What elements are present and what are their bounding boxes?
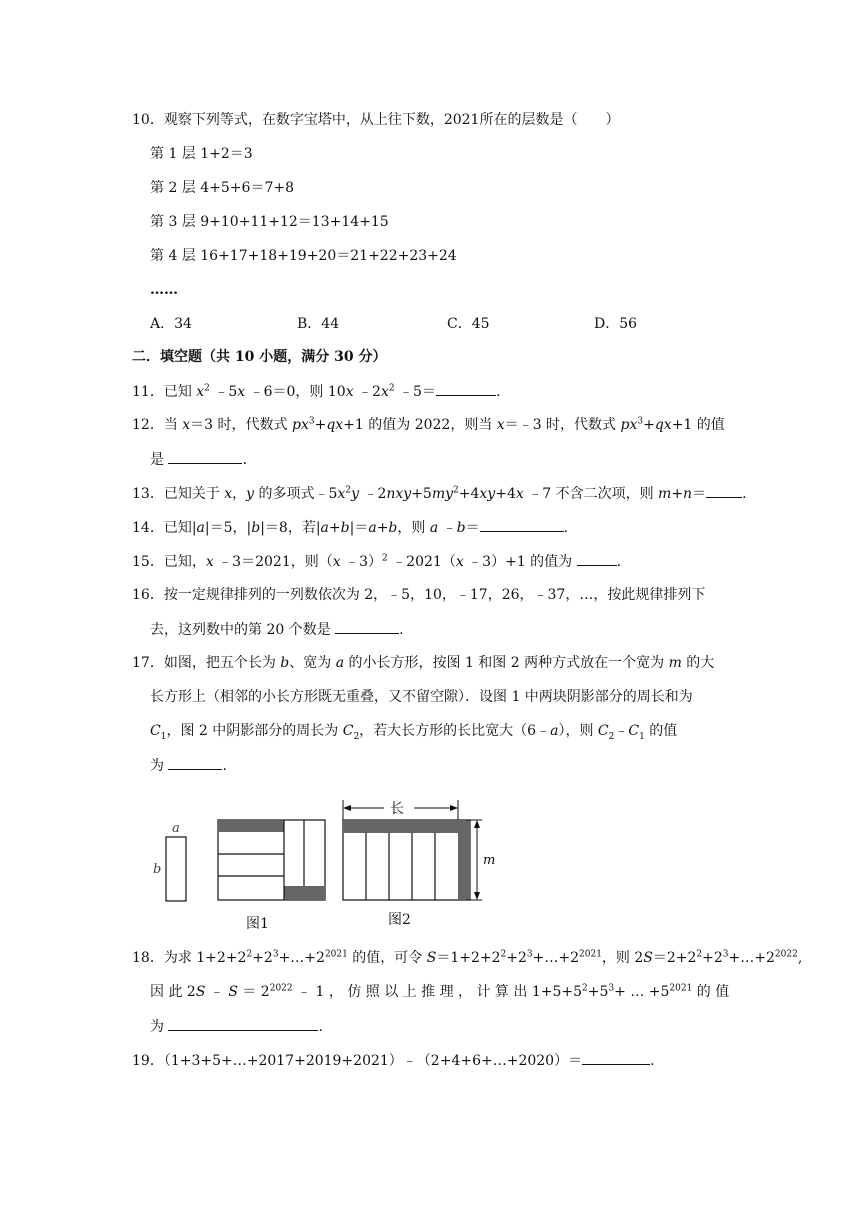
answer-blank[interactable]: [480, 517, 564, 532]
q12-line2: 是 .: [150, 449, 247, 470]
shaded-region-top: [343, 820, 470, 833]
q17-figure: [150, 800, 500, 940]
q12-line1: 12．当 x＝3 时，代数式 $px^3+qx+1$ 的值为 2022，则当 x＝﹣3 时，代数式 $px^3+qx+1$ 的值: [132, 416, 725, 433]
label-length: 长: [390, 801, 404, 817]
q18-line3: 为 .: [150, 1016, 323, 1037]
q17-line1: 17．如图，把五个长为 b、宽为 a 的小长方形，按图 1 和图 2 两种方式放在一个宽为 m 的大: [132, 655, 715, 671]
answer-blank[interactable]: [436, 381, 496, 396]
q17-line2: 长方形上（相邻的小长方形既无重叠，又不留空隙）．设图 1 中两块阴影部分的周长和为: [150, 689, 693, 705]
section-heading: 二．填空题（共 10 小题，满分 30 分）: [132, 349, 387, 365]
q16-line1: 16．按一定规律排列的一列数依次为 2，﹣5，10，﹣17，26，﹣37，…，按此规律排列下: [132, 587, 706, 603]
q10-ellipsis: ……: [150, 282, 178, 298]
caption-figure-1: 图1: [246, 916, 269, 932]
q17-line4: 为 .: [150, 755, 227, 776]
q16-line2: 去，这列数中的第 20 个数是 .: [150, 619, 404, 640]
label-m: m: [483, 853, 496, 868]
q11: 11．已知 $x^2$ ﹣5x ﹣6＝0，则 10x $﹣2x^2$ ﹣5＝ .: [132, 381, 500, 402]
q10-stem: 10．观察下列等式，在数字宝塔中，从上往下数，2021所在的层数是（ ）: [132, 112, 620, 128]
q10-layer-3: 第 3 层 9+10+11+12＝13+14+15: [150, 214, 389, 230]
q10-layer-4: 第 4 层 16+17+18+19+20＝21+22+23+24: [150, 248, 457, 264]
q10-option-b: B．44: [297, 316, 340, 332]
shaded-region-bottom: [284, 886, 325, 900]
q17-line3: $C_1$，图 2 中阴影部分的周长为 $C_2$，若大长方形的长比宽大（6﹣a），则 $C_2﹣C_1$ 的值: [150, 723, 678, 742]
small-rectangle: [166, 837, 186, 901]
q10-layer-2: 第 2 层 4+5+6＝7+8: [150, 180, 294, 196]
answer-blank[interactable]: [706, 483, 742, 498]
answer-blank[interactable]: [582, 1050, 650, 1065]
answer-blank[interactable]: [335, 619, 399, 634]
label-b: b: [153, 862, 162, 877]
q10-option-a: A．34: [150, 316, 192, 332]
figure-1: [218, 820, 325, 900]
caption-figure-2: 图2: [388, 912, 411, 928]
answer-blank[interactable]: [168, 449, 242, 464]
q18-line1: 18．为求 $1+2+2^2+2^3+\dots+2^{2021}$ 的值，可令 $S=1+2+2^2+2^3+\dots+2^{2021}$，则 $2S=2+2^2+2^3+\dots+2^{2022}$,: [132, 949, 803, 966]
answer-blank[interactable]: [577, 551, 617, 566]
q18-line2: 因 此 2S ﹣ $S = 2^{2022}$ ﹣ 1 ， 仿 照 以 上 推 理 ， 计 算 出 $1+5+5^2+5^3+$ … $+5^{2021}$ 的 值: [150, 983, 730, 1000]
q10-layer-1: 第 1 层 1+2＝3: [150, 146, 253, 162]
label-a: a: [172, 821, 180, 836]
figure-2: [343, 800, 495, 900]
shaded-region-right: [458, 820, 470, 900]
q15: 15．已知，x ﹣3＝2021，则（x ﹣3）$^2$ ﹣2021（x ﹣3）+1 的值为 .: [132, 551, 621, 572]
shaded-region-top: [218, 820, 284, 832]
q10-option-d: D．56: [594, 316, 638, 332]
answer-blank[interactable]: [168, 1016, 318, 1031]
q14: 14．已知|a|＝5，|b|＝8，若|a+b|＝a+b，则 a ﹣b＝ .: [132, 517, 568, 538]
q13: 13．已知关于 x，y 的多项式$﹣5x^2y$ $﹣2nxy+5my^2+4xy+4x$ ﹣7 不含二次项，则 m+n＝ .: [132, 483, 747, 504]
q19: 19．（1+3+5+…+2017+2019+2021）﹣（2+4+6+…+2020）＝ .: [132, 1050, 655, 1071]
q10-option-c: C．45: [447, 316, 490, 332]
answer-blank[interactable]: [168, 755, 222, 770]
